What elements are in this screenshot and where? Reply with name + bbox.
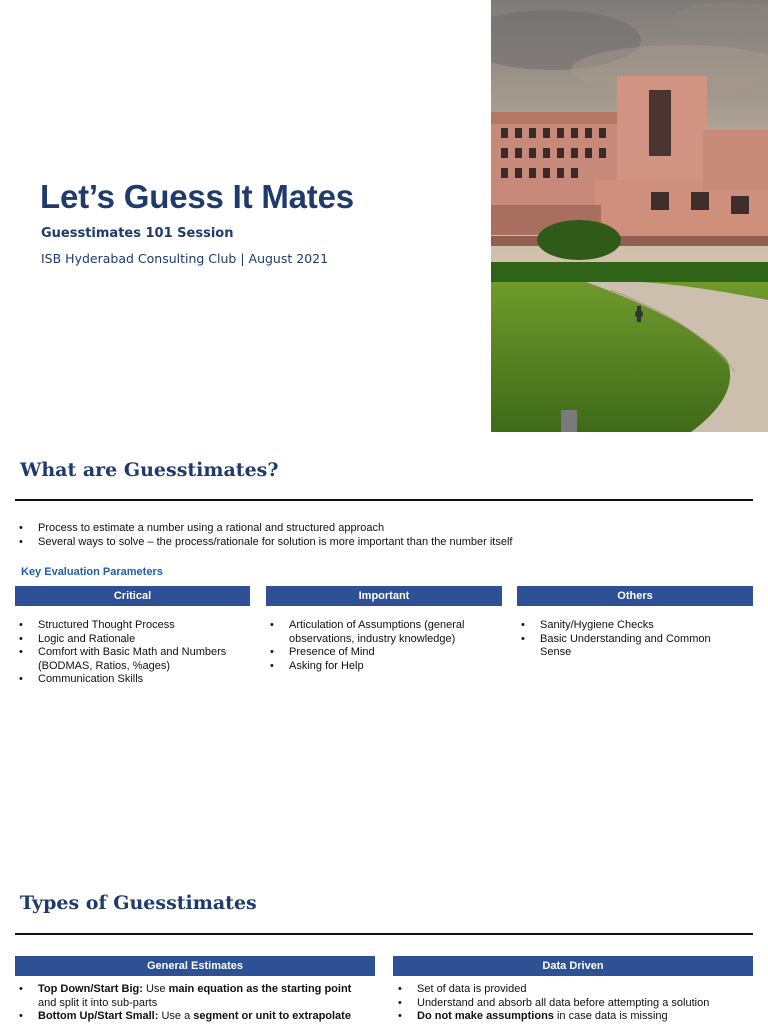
what-are-guesstimates-slide	[0, 433, 768, 865]
column-header-data-driven: Data Driven	[393, 956, 753, 976]
types-of-guesstimates-slide	[0, 866, 768, 1024]
title-divider	[15, 933, 753, 935]
intro-bullet-list	[15, 522, 745, 549]
club-date-line: ISB Hyderabad Consulting Club | August 2021	[41, 251, 329, 266]
column-header-others: Others	[517, 586, 753, 606]
list-item: • Communication Skills	[15, 673, 235, 687]
data-driven-list	[394, 983, 749, 1024]
list-item: • Asking for Help	[266, 660, 481, 674]
key-params-label: Key Evaluation Parameters	[21, 566, 163, 578]
list-item: • Basic Understanding and Common Sense	[517, 633, 732, 660]
list-item: • Set of data is provided	[394, 983, 749, 997]
others-list	[517, 619, 732, 660]
campus-building-photo	[491, 0, 768, 432]
important-list	[266, 619, 481, 673]
session-subtitle: Guesstimates 101 Session	[41, 226, 234, 241]
list-item: • Understand and absorb all data before attempting a solution	[394, 997, 749, 1011]
title-divider	[15, 499, 753, 501]
list-item: • Process to estimate a number using a rational and structured approach	[15, 522, 745, 536]
list-item: • Presence of Mind	[266, 646, 481, 660]
list-item: • Comfort with Basic Math and Numbers (BODMAS, Ratios, %ages)	[15, 646, 235, 673]
section-title: Types of Guesstimates	[20, 892, 257, 914]
list-item: • Structured Thought Process	[15, 619, 235, 633]
title-slide	[0, 0, 768, 432]
list-item: • Top Down/Start Big: Use main equation as the starting point and split it into sub-parts	[15, 983, 365, 1010]
list-item: • Articulation of Assumptions (general observations, industry knowledge)	[266, 619, 481, 646]
list-item: • Sanity/Hygiene Checks	[517, 619, 732, 633]
column-header-general-estimates: General Estimates	[15, 956, 375, 976]
list-item: • Do not make assumptions in case data is missing	[394, 1010, 749, 1024]
list-item: • Logic and Rationale	[15, 633, 235, 647]
section-title: What are Guesstimates?	[20, 459, 279, 481]
list-item: • Several ways to solve – the process/rationale for solution is more important than the number itself	[15, 536, 745, 550]
list-item: • Bottom Up/Start Small: Use a segment or unit to extrapolate	[15, 1010, 365, 1024]
general-estimates-list	[15, 983, 365, 1024]
column-header-critical: Critical	[15, 586, 250, 606]
critical-list	[15, 619, 235, 687]
column-header-important: Important	[266, 586, 502, 606]
presentation-title: Let’s Guess It Mates	[40, 178, 354, 215]
